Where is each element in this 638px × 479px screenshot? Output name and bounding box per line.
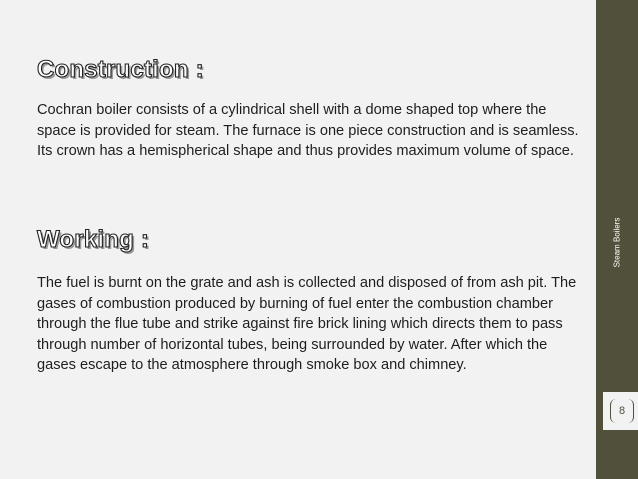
construction-paragraph: Cochran boiler consists of a cylindrical shell with a dome shaped top where the space is provided for steam. The furnace is one piece construction and is seamless. Its crown has a hemispherical shape and thus provides maximum volume of space. [37, 102, 579, 159]
sidebar-title-text: Steam Boilers [612, 217, 622, 268]
page-number: 8 [610, 399, 634, 423]
working-heading: Working : [37, 226, 150, 253]
sidebar-title [596, 195, 638, 290]
working-paragraph: The fuel is burnt on the grate and ash is collected and disposed of from ash pit. The gases of combustion produced by burning of fuel enter the combustion chamber through the flue tube and strike against fire brick lining which directs them to pass through number of horizontal tubes, being surrounded by water. After which the gases escape to the atmosphere through smoke box and chimney. [37, 275, 577, 373]
construction-heading: Construction : [37, 56, 204, 83]
